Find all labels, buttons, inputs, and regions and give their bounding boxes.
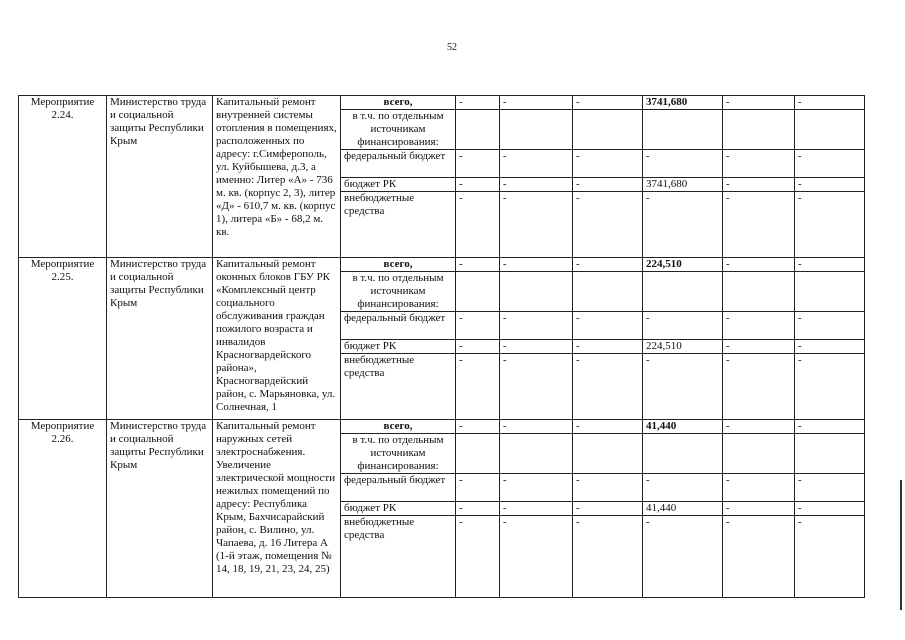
- financing-table: [18, 95, 865, 598]
- amount-cell: -: [500, 516, 573, 598]
- page-number: 52: [447, 42, 457, 53]
- amount-cell: -: [500, 502, 573, 516]
- amount-cell: -: [573, 96, 643, 110]
- amount-cell: -: [456, 312, 500, 340]
- amount-cell: [500, 272, 573, 312]
- funding-source-label: в т.ч. по отдельным источникам финансирования:: [341, 110, 456, 150]
- amount-cell: -: [500, 192, 573, 258]
- activity-cell: Мероприятие 2.25.: [19, 258, 107, 420]
- amount-cell: [456, 434, 500, 474]
- funding-source-label: федеральный бюджет: [341, 474, 456, 502]
- amount-cell: [456, 110, 500, 150]
- amount-cell: -: [643, 516, 723, 598]
- amount-cell: -: [795, 474, 865, 502]
- amount-cell: -: [573, 340, 643, 354]
- amount-cell: -: [723, 474, 795, 502]
- amount-cell: -: [795, 178, 865, 192]
- amount-cell: -: [643, 192, 723, 258]
- amount-cell: 224,510: [643, 258, 723, 272]
- amount-cell: -: [573, 178, 643, 192]
- funding-source-label: в т.ч. по отдельным источникам финансирования:: [341, 272, 456, 312]
- amount-cell: [723, 272, 795, 312]
- description-cell: Капитальный ремонт внутренней системы отопления в помещениях, расположенных по адресу: г.Симферополь, ул. Куйбышева, д.3, а именно: Литер «А» - 736 м. кв. (корпус 2, 3), литер «Д» - 610,7 м. кв. (корпус 1), литера «Б» - 68,2 м. кв.: [213, 96, 341, 258]
- funding-source-label: в т.ч. по отдельным источникам финансирования:: [341, 434, 456, 474]
- amount-cell: -: [500, 96, 573, 110]
- amount-cell: -: [573, 354, 643, 420]
- amount-cell: -: [573, 192, 643, 258]
- funding-source-label: федеральный бюджет: [341, 150, 456, 178]
- amount-cell: -: [456, 340, 500, 354]
- amount-cell: -: [723, 420, 795, 434]
- amount-cell: [795, 272, 865, 312]
- amount-cell: -: [723, 192, 795, 258]
- amount-cell: -: [500, 420, 573, 434]
- executor-cell: Министерство труда и социальной защиты Республики Крым: [107, 258, 213, 420]
- amount-cell: [643, 272, 723, 312]
- amount-cell: -: [500, 258, 573, 272]
- amount-cell: -: [795, 516, 865, 598]
- amount-cell: -: [500, 178, 573, 192]
- amount-cell: [723, 110, 795, 150]
- funding-source-label: всего,: [341, 96, 456, 110]
- amount-cell: [723, 434, 795, 474]
- amount-cell: -: [456, 192, 500, 258]
- amount-cell: -: [643, 150, 723, 178]
- amount-cell: -: [723, 354, 795, 420]
- amount-cell: -: [573, 474, 643, 502]
- amount-cell: -: [795, 354, 865, 420]
- amount-cell: 3741,680: [643, 178, 723, 192]
- amount-cell: -: [573, 516, 643, 598]
- amount-cell: -: [723, 340, 795, 354]
- table-row: [19, 420, 865, 434]
- amount-cell: 41,440: [643, 502, 723, 516]
- activity-cell: Мероприятие 2.24.: [19, 96, 107, 258]
- amount-cell: -: [456, 258, 500, 272]
- amount-cell: [795, 110, 865, 150]
- executor-cell: Министерство труда и социальной защиты Республики Крым: [107, 96, 213, 258]
- amount-cell: -: [795, 150, 865, 178]
- amount-cell: -: [456, 150, 500, 178]
- amount-cell: -: [456, 178, 500, 192]
- amount-cell: -: [643, 354, 723, 420]
- scan-edge-mark: [900, 480, 902, 610]
- amount-cell: -: [500, 340, 573, 354]
- funding-source-label: внебюджетные средства: [341, 516, 456, 598]
- amount-cell: -: [723, 178, 795, 192]
- amount-cell: -: [723, 258, 795, 272]
- amount-cell: -: [456, 96, 500, 110]
- description-cell: Капитальный ремонт наружных сетей электроснабжения. Увеличение электрической мощности нежилых помещений по адресу: Республика Крым, Бахчисарайский район, с. Вилино, ул. Чапаева, д. 16 Литера А (1-й этаж, помещения № 14, 18, 19, 21, 23, 24, 25): [213, 420, 341, 598]
- amount-cell: -: [573, 312, 643, 340]
- table-row: [19, 258, 865, 272]
- amount-cell: -: [723, 96, 795, 110]
- executor-cell: Министерство труда и социальной защиты Республики Крым: [107, 420, 213, 598]
- table-row: [19, 96, 865, 110]
- amount-cell: 3741,680: [643, 96, 723, 110]
- funding-source-label: всего,: [341, 420, 456, 434]
- amount-cell: 41,440: [643, 420, 723, 434]
- amount-cell: [456, 272, 500, 312]
- amount-cell: 224,510: [643, 340, 723, 354]
- amount-cell: [500, 110, 573, 150]
- amount-cell: -: [573, 502, 643, 516]
- amount-cell: -: [795, 192, 865, 258]
- amount-cell: -: [500, 150, 573, 178]
- amount-cell: -: [456, 502, 500, 516]
- amount-cell: -: [500, 312, 573, 340]
- amount-cell: -: [456, 420, 500, 434]
- funding-source-label: внебюджетные средства: [341, 354, 456, 420]
- amount-cell: [643, 110, 723, 150]
- funding-source-label: бюджет РК: [341, 340, 456, 354]
- amount-cell: [573, 110, 643, 150]
- amount-cell: -: [795, 340, 865, 354]
- amount-cell: -: [795, 258, 865, 272]
- amount-cell: -: [573, 150, 643, 178]
- funding-source-label: федеральный бюджет: [341, 312, 456, 340]
- amount-cell: -: [643, 312, 723, 340]
- amount-cell: -: [795, 420, 865, 434]
- amount-cell: [500, 434, 573, 474]
- amount-cell: -: [795, 96, 865, 110]
- amount-cell: [573, 434, 643, 474]
- amount-cell: -: [723, 312, 795, 340]
- funding-source-label: всего,: [341, 258, 456, 272]
- funding-source-label: бюджет РК: [341, 178, 456, 192]
- amount-cell: -: [456, 516, 500, 598]
- amount-cell: -: [456, 474, 500, 502]
- funding-source-label: бюджет РК: [341, 502, 456, 516]
- activity-cell: Мероприятие 2.26.: [19, 420, 107, 598]
- description-cell: Капитальный ремонт оконных блоков ГБУ РК «Комплексный центр социального обслуживания граждан пожилого возраста и инвалидов Красногвардейского района», Красногвардейский район, с. Марьяновка, ул. Солнечная, 1: [213, 258, 341, 420]
- amount-cell: -: [573, 258, 643, 272]
- amount-cell: -: [723, 150, 795, 178]
- amount-cell: -: [723, 502, 795, 516]
- amount-cell: -: [643, 474, 723, 502]
- amount-cell: [573, 272, 643, 312]
- table-body: [19, 96, 865, 598]
- amount-cell: -: [456, 354, 500, 420]
- funding-source-label: внебюджетные средства: [341, 192, 456, 258]
- amount-cell: -: [573, 420, 643, 434]
- amount-cell: -: [500, 474, 573, 502]
- amount-cell: -: [795, 312, 865, 340]
- amount-cell: -: [795, 502, 865, 516]
- amount-cell: -: [723, 516, 795, 598]
- amount-cell: [795, 434, 865, 474]
- amount-cell: -: [500, 354, 573, 420]
- amount-cell: [643, 434, 723, 474]
